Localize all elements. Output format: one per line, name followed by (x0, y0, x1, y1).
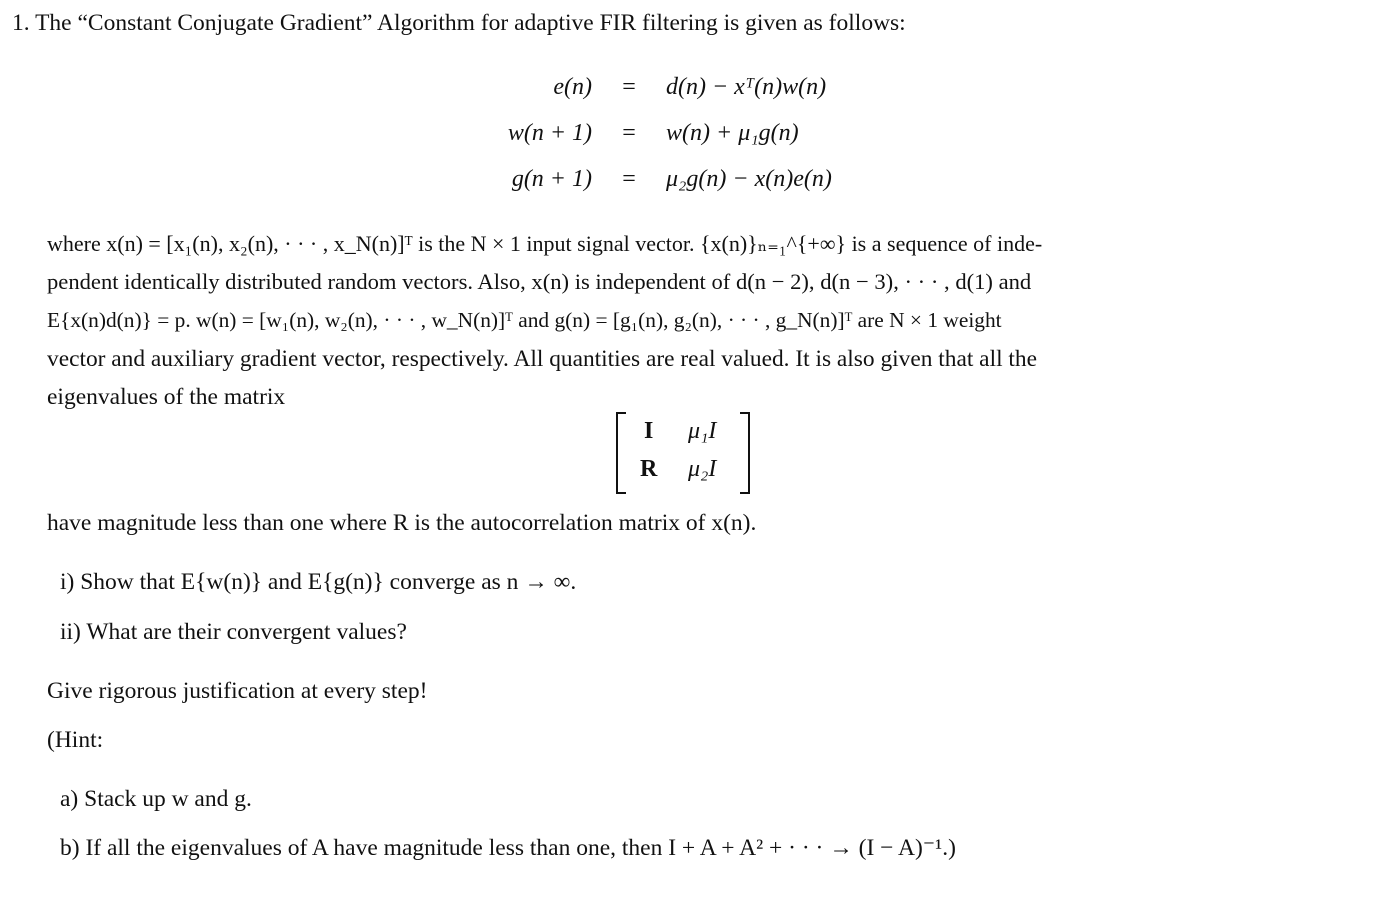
paragraph-line-3: E{x(n)d(n)} = p. w(n) = [w₁(n), w₂(n), · · · , w_N(n)]ᵀ and g(n) = [g₁(n), g₂(n), · · · , g_N(n)]ᵀ are N × 1 weight (47, 308, 1002, 332)
hint-open: (Hint: (47, 727, 104, 753)
paragraph-line-1: where x(n) = [x₁(n), x₂(n), · · · , x_N(n)]ᵀ is the N × 1 input signal vector. {x(n)}ₙ₌₁^{+∞} is a sequence of inde- (47, 231, 1043, 256)
paragraph-line-5: eigenvalues of the matrix (47, 384, 286, 410)
question-i: i) Show that E{w(n)} and E{g(n)} converge as n → ∞. (60, 569, 577, 595)
problem-intro-text: The “Constant Conjugate Gradient” Algorithm for adaptive FIR filtering is given as follows: (35, 10, 906, 36)
equation-2-rhs: w(n) + μ₁g(n) (666, 120, 799, 146)
matrix-a22: μ₂I (688, 456, 717, 482)
equation-2-lhs: w(n + 1) (507, 120, 592, 146)
block-matrix (616, 412, 750, 492)
paragraph-line-4: vector and auxiliary gradient vector, respectively. All quantities are real valued. It is also given that all the (47, 346, 1037, 372)
problem-number: 1. (12, 10, 30, 36)
equation-3-rhs: μ₂g(n) − x(n)e(n) (666, 166, 832, 192)
problem-intro (12, 8, 906, 38)
equation-3-equals: = (622, 166, 636, 192)
equation-1-lhs: e(n) (553, 74, 592, 100)
matrix-a12: μ₁I (688, 418, 717, 444)
hint-b: b) If all the eigenvalues of A have magnitude less than one, then I + A + A² + · · · → (I − A)⁻¹.) (60, 835, 956, 861)
matrix-right-bracket (740, 412, 750, 494)
matrix-a21: R (640, 456, 658, 482)
matrix-a11: I (644, 418, 654, 444)
hint-a: a) Stack up w and g. (60, 786, 252, 812)
equation-1-equals: = (622, 74, 636, 100)
paragraph-line-2: pendent identically distributed random vectors. Also, x(n) is independent of d(n − 2), d(n − 3), · · · , d(1) and (47, 269, 1032, 294)
question-ii: ii) What are their convergent values? (60, 619, 407, 645)
equation-1-rhs: d(n) − xᵀ(n)w(n) (666, 74, 827, 100)
after-matrix-text: have magnitude less than one where R is the autocorrelation matrix of x(n). (47, 510, 757, 536)
equation-3-lhs: g(n + 1) (511, 166, 592, 192)
instruction-text: Give rigorous justification at every step! (47, 678, 428, 704)
equation-2-equals: = (622, 120, 636, 146)
matrix-left-bracket (616, 412, 626, 494)
